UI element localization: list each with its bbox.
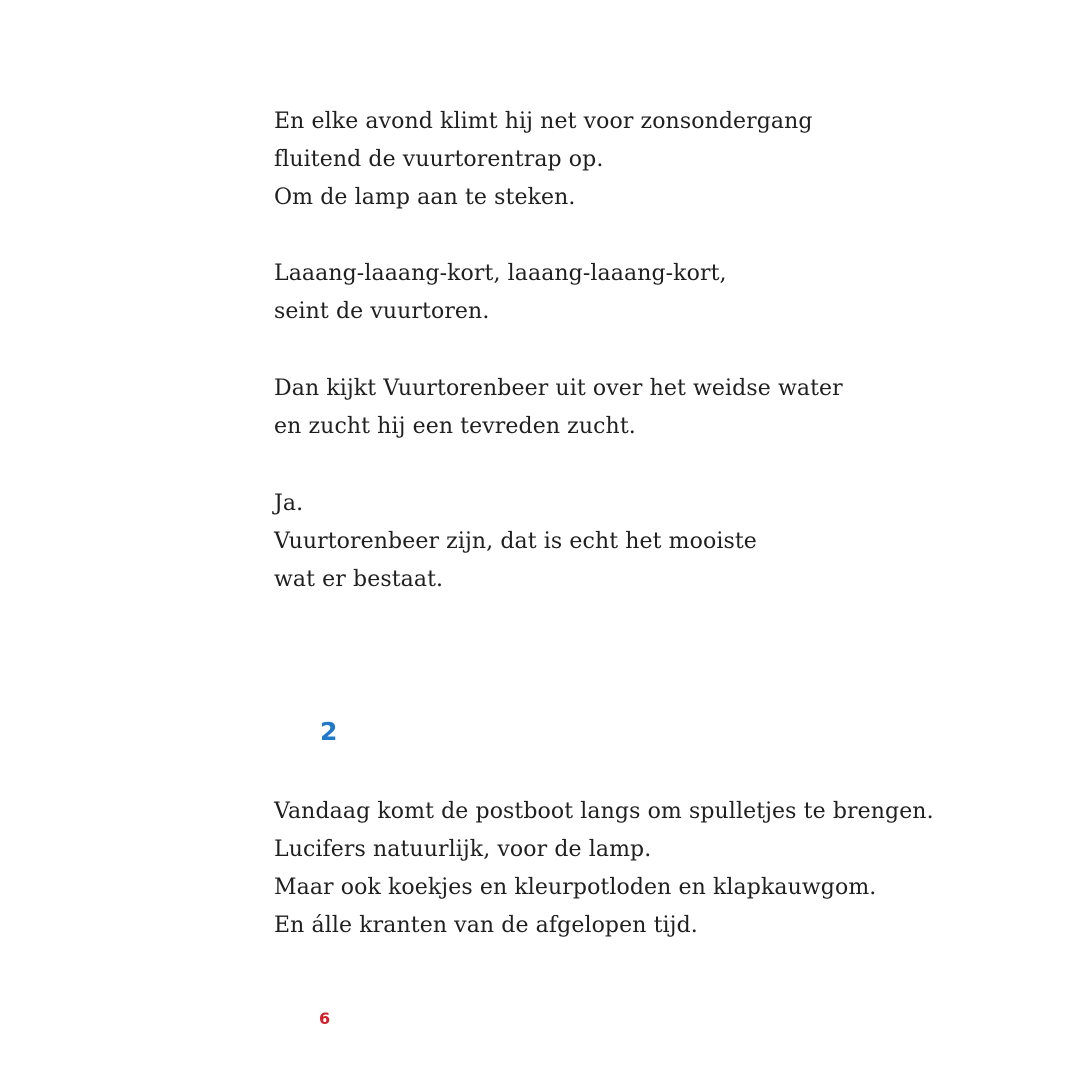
page-number: 6 — [319, 1009, 331, 1028]
text-line: Laaang-laaang-kort, laaang-laaang-kort, — [274, 261, 727, 286]
text-line: en zucht hij een tevreden zucht. — [274, 414, 636, 439]
text-line: Lucifers natuurlijk, voor de lamp. — [274, 837, 652, 862]
stanza-4 — [274, 485, 757, 599]
text-line: Vuurtorenbeer zijn, dat is echt het mooiste — [274, 529, 757, 554]
chapter-2-paragraph — [274, 793, 934, 945]
chapter-number: 2 — [320, 717, 338, 746]
stanza-3 — [274, 370, 843, 446]
text-line: Om de lamp aan te steken. — [274, 185, 576, 210]
text-line: wat er bestaat. — [274, 567, 444, 592]
stanza-2 — [274, 255, 727, 331]
text-line: Maar ook koekjes en kleurpotloden en klapkauwgom. — [274, 875, 877, 900]
text-line: Dan kijkt Vuurtorenbeer uit over het weidse water — [274, 376, 843, 401]
text-line: fluitend de vuurtorentrap op. — [274, 147, 604, 172]
text-line: Ja. — [274, 491, 304, 516]
text-line: En álle kranten van de afgelopen tijd. — [274, 913, 698, 938]
text-line: seint de vuurtoren. — [274, 299, 490, 324]
stanza-1 — [274, 103, 813, 217]
text-line: En elke avond klimt hij net voor zonsondergang — [274, 109, 813, 134]
text-line: Vandaag komt de postboot langs om spulletjes te brengen. — [274, 799, 934, 824]
